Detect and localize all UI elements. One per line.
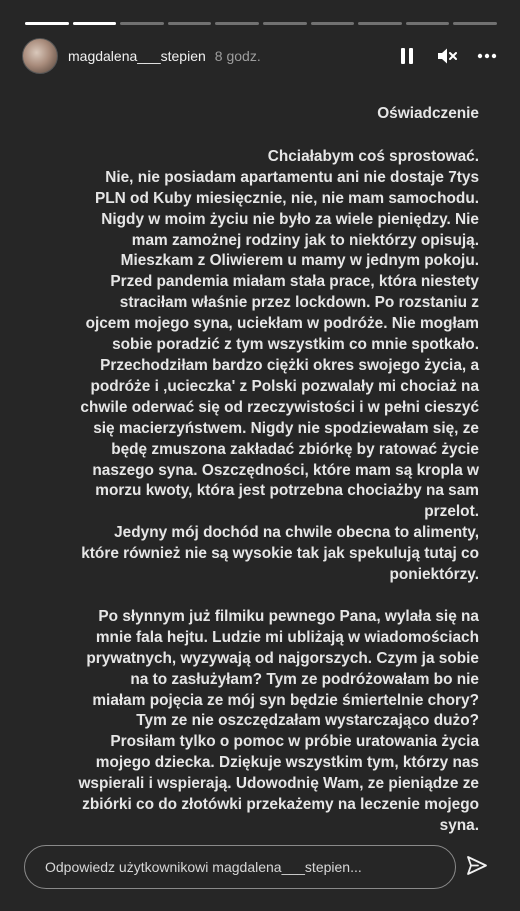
story-line: Nigdy w moim życiu nie było za wiele pieniędzy. Nie	[101, 210, 479, 228]
mute-icon[interactable]	[436, 45, 458, 67]
story-line: wspierali i wspierają. Udowodnię Wam, ze pieniądze ze	[78, 775, 479, 793]
story-line: będę zmuszona zakładać zbiórkę by ratować życie	[111, 440, 479, 458]
story-line: mnie fala hejtu. Ludzie mi ubliżają w wiadomościach	[95, 628, 479, 646]
story-controls	[396, 45, 498, 67]
story-line: poniektórzy.	[389, 566, 479, 584]
story-line: mam zamożnej rodziny jak to niektórzy opisują.	[131, 231, 479, 249]
story-line: Przechodziłam bardzo ciężki okres swojego życia, a	[100, 356, 479, 374]
reply-input[interactable]	[24, 845, 456, 889]
progress-segment	[25, 22, 69, 25]
story-line: zbiórki co do złotówki przekażemy na leczenie mojego	[82, 796, 479, 814]
story-line: na to zasłużyłam? Tym ze podróżowałam bo nie	[130, 670, 479, 688]
story-header	[22, 38, 498, 74]
pause-icon[interactable]	[396, 45, 418, 67]
story-line: straciłam właśnie przez lockdown. Po rozstaniu z	[119, 294, 479, 312]
progress-segment	[453, 22, 497, 25]
story-line: mojego dziecka. Dziękuje wszystkim tym, którzy nas	[95, 754, 479, 772]
progress-segment	[168, 22, 212, 25]
story-line: miałam pojęcia ze mój syn będzie śmiertelnie chory?	[92, 691, 479, 709]
story-line: PLN od Kuby miesięcznie, nie, nie mam samochodu.	[95, 189, 479, 207]
story-line: Nie, nie posiadam apartamentu ani nie dostaje 7tys	[105, 168, 479, 186]
story-line: syna.	[439, 817, 479, 834]
story-line: prywatnych, wyzywają od najgorszych. Czym ja sobie	[86, 649, 479, 667]
story-line: chwile oderwać się od rzeczywistości i w pełni cieszyć	[80, 398, 479, 416]
progress-segment	[120, 22, 164, 25]
progress-segment	[263, 22, 307, 25]
story-title: Oświadczenie	[377, 105, 479, 122]
user-avatar[interactable]	[22, 38, 58, 74]
send-icon[interactable]	[463, 852, 491, 880]
progress-segment	[73, 22, 117, 25]
story-line: Chciałabym coś sprostować.	[267, 147, 479, 165]
story-line: przelot.	[424, 503, 479, 521]
more-icon[interactable]	[476, 45, 498, 67]
progress-segment	[215, 22, 259, 25]
story-paragraph-1	[34, 147, 479, 586]
story-line: się macierzyństwem. Nigdy nie spodziewałam się, ze	[93, 419, 479, 437]
post-time: 8 godz.	[214, 48, 261, 64]
progress-segment	[406, 22, 450, 25]
progress-segment	[311, 22, 355, 25]
story-line: Tym ze nie oszczędzałam wystarczająco dużo?	[136, 712, 479, 730]
story-line: ojcem mojego syna, uciekłam w podróże. Nie mogłam	[85, 315, 479, 333]
story-text	[34, 104, 479, 837]
story-paragraph-2	[34, 607, 479, 837]
story-line: morzu kwoty, która jest potrzebna chociażby na sam	[95, 482, 479, 500]
story-line: Prosiłam tylko o pomoc w próbie uratowania życia	[110, 733, 479, 751]
story-line: sobie poradzić z tym wszystkim co mnie spotkało.	[112, 336, 479, 354]
story-line: Mieszkam z Oliwierem u mamy w jednym pokoju.	[120, 252, 479, 270]
story-line: które również nie są wysokie tak jak spekulują tutaj co	[81, 545, 479, 563]
story-line: podróże i ‚ucieczka' z Polski pozwalały mi chociaż na	[90, 377, 479, 395]
story-progress-bar	[25, 22, 497, 25]
story-line: Przed pandemia miałam stała prace, która niestety	[110, 273, 479, 291]
story-line: naszego syna. Oszczędności, które mam są kropla w	[92, 461, 479, 479]
progress-segment	[358, 22, 402, 25]
story-line: Po słynnym już filmiku pewnego Pana, wylała się na	[98, 607, 479, 625]
username[interactable]: magdalena___stepien	[68, 48, 206, 64]
reply-placeholder: Odpowiedz użytkownikowi magdalena___stepien...	[45, 859, 362, 875]
story-line: Jedyny mój dochód na chwile obecna to alimenty,	[114, 524, 479, 542]
